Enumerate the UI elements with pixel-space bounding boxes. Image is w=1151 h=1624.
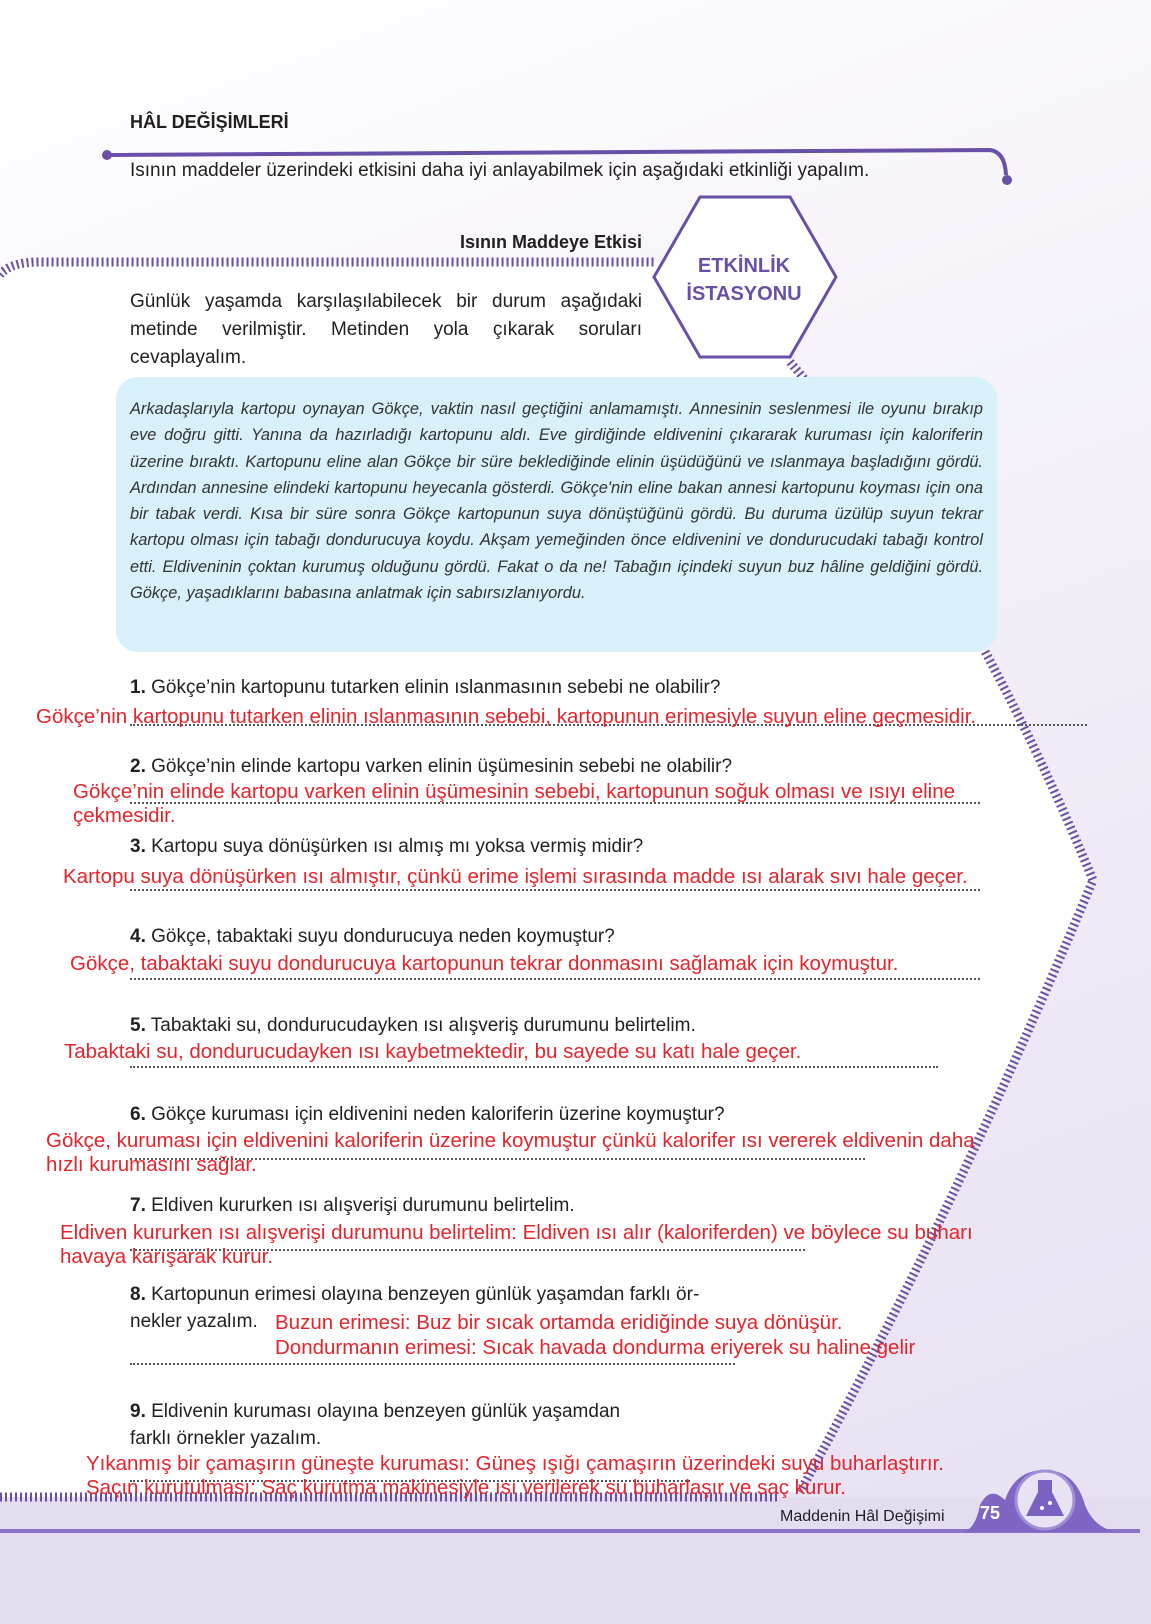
question-7: 7. Eldiven kururken ısı alışverişi durumunu belirtelim.: [130, 1195, 575, 1216]
answer-line[interactable]: [130, 978, 980, 980]
answer-5: Tabaktaki su, dondurucudayken ısı kaybetmektedir, bu sayede su katı hale geçer.: [64, 1040, 802, 1063]
activity-badge: [652, 252, 836, 308]
answer-8: Buzun erimesi: Buz bir sıcak ortamda eridiğinde suya dönüşür.: [275, 1311, 843, 1334]
question-8-cont: nekler yazalım.: [130, 1311, 258, 1332]
question-1: 1. Gökçe’nin kartopunu tutarken elinin ıslanmasının sebebi ne olabilir?: [130, 677, 721, 698]
chapter-name: Maddenin Hâl Değişimi: [780, 1508, 945, 1525]
answer-6: hızlı kurumasını sağlar.: [46, 1153, 257, 1176]
answer-line[interactable]: [130, 889, 980, 891]
question-8: 8. Kartopunun erimesi olayına benzeyen günlük yaşamdan farklı ör-: [130, 1284, 700, 1305]
answer-7: Eldiven kururken ısı alışverişi durumunu belirtelim: Eldiven ısı alır (kaloriferden) ve böylece su buharı: [60, 1221, 973, 1244]
answer-9: Yıkanmış bir çamaşırın güneşte kuruması: Güneş ışığı çamaşırın üzerindeki suyu buharlaştırır.: [86, 1452, 944, 1475]
answer-1: Gökçe’nin kartopunu tutarken elinin ıslanmasının sebebi, kartopunun erimesiyle suyun eline geçmesidir.: [36, 705, 977, 728]
answer-7: havaya karışarak kurur.: [60, 1245, 274, 1268]
intro-text: Isının maddeler üzerindeki etkisini daha iyi anlayabilmek için aşağıdaki etkinliği yapalım.: [130, 160, 870, 181]
question-2: 2. Gökçe’nin elinde kartopu varken elinin üşümesinin sebebi ne olabilir?: [130, 756, 733, 777]
instructions: Günlük yaşamda karşılaşılabilecek bir durum aşağıdaki metinde verilmiştir. Metinden yola çıkarak soruları cevaplayalım.: [130, 291, 642, 368]
page-number: 75: [980, 1503, 1001, 1523]
answer-3: Kartopu suya dönüşürken ısı almıştır, çünkü erime işlemi sırasında madde ısı alarak sıvı hale geçer.: [63, 865, 968, 888]
answer-2: Gökçe’nin elinde kartopu varken elinin üşümesinin sebebi, kartopunun soğuk olması ve ısıyı eline: [73, 780, 956, 803]
question-4: 4. Gökçe, tabaktaki suyu dondurucuya neden koymuştur?: [130, 926, 615, 947]
answer-8: Dondurmanın erimesi: Sıcak havada dondurma eriyerek su haline gelir: [275, 1336, 916, 1359]
answer-4: Gökçe, tabaktaki suyu dondurucuya kartopunun tekrar donmasını sağlamak için koymuştur.: [70, 952, 899, 975]
question-9-cont: farklı örnekler yazalım.: [130, 1428, 322, 1449]
section-title: HÂL DEĞİŞİMLERİ: [130, 112, 289, 132]
answer-2: çekmesidir.: [73, 804, 176, 827]
badge-line-2: İSTASYONU: [686, 283, 802, 305]
question-9: 9. Eldivenin kuruması olayına benzeyen günlük yaşamdan: [130, 1401, 621, 1422]
question-6: 6. Gökçe kuruması için eldivenini neden kaloriferin üzerine koymuştur?: [130, 1104, 725, 1125]
activity-subtitle: Isının Maddeye Etkisi: [459, 232, 642, 252]
answer-9: Saçın kurutulması: Saç kurutma makinesiyle ısı verilerek su buharlaşır ve saç kurur.: [86, 1476, 846, 1499]
answer-line[interactable]: [130, 1363, 735, 1365]
badge-line-1: ETKİNLİK: [697, 255, 791, 277]
story-text: Arkadaşlarıyla kartopu oynayan Gökçe, vaktin nasıl geçtiğini anlamamıştı. Annesinin seslenmesi ile oyunu bırakıp eve doğru gitti. Yanına da hazırladığı kartopunu aldı. Eve girdiğinde eldivenini çıkararak kuruması için kaloriferin üzerine bıraktı. Kartopunu eline alan Gökçe bir süre beklediğinde elinin üşüdüğünü ve ıslanmaya başladığını gördü. Ardından annesine elindeki kartopunu heyecanla gösterdi. Gökçe'nin eline bakan annesi kartopunu koyması için ona bir tabak verdi. Kısa bir süre sonra Gökçe kartopunun suya dönüştüğünü gördü. Bu duruma üzülüp suyun tekrar kartopu olması için tabağı dondurucuya koydu. Akşam yemeğinden önce eldivenini ve dondurucudaki tabağı kontrol etti. Eldiveninin çoktan kurumuş olduğunu gördü. Fakat o da ne! Tabağın içindeki suyun buz hâline geldiğini gördü. Gökçe, yaşadıklarını babasına anlatmak için sabırsızlanıyordu.: [130, 400, 983, 603]
answer-line[interactable]: [130, 1066, 938, 1068]
question-5: 5. Tabaktaki su, dondurucudayken ısı alışveriş durumunu belirtelim.: [130, 1015, 696, 1036]
question-3: 3. Kartopu suya dönüşürken ısı almış mı yoksa vermiş midir?: [130, 836, 644, 857]
answer-6: Gökçe, kuruması için eldivenini kaloriferin üzerine koymuştur çünkü kalorifer ısı vererek eldivenin daha: [46, 1129, 975, 1152]
